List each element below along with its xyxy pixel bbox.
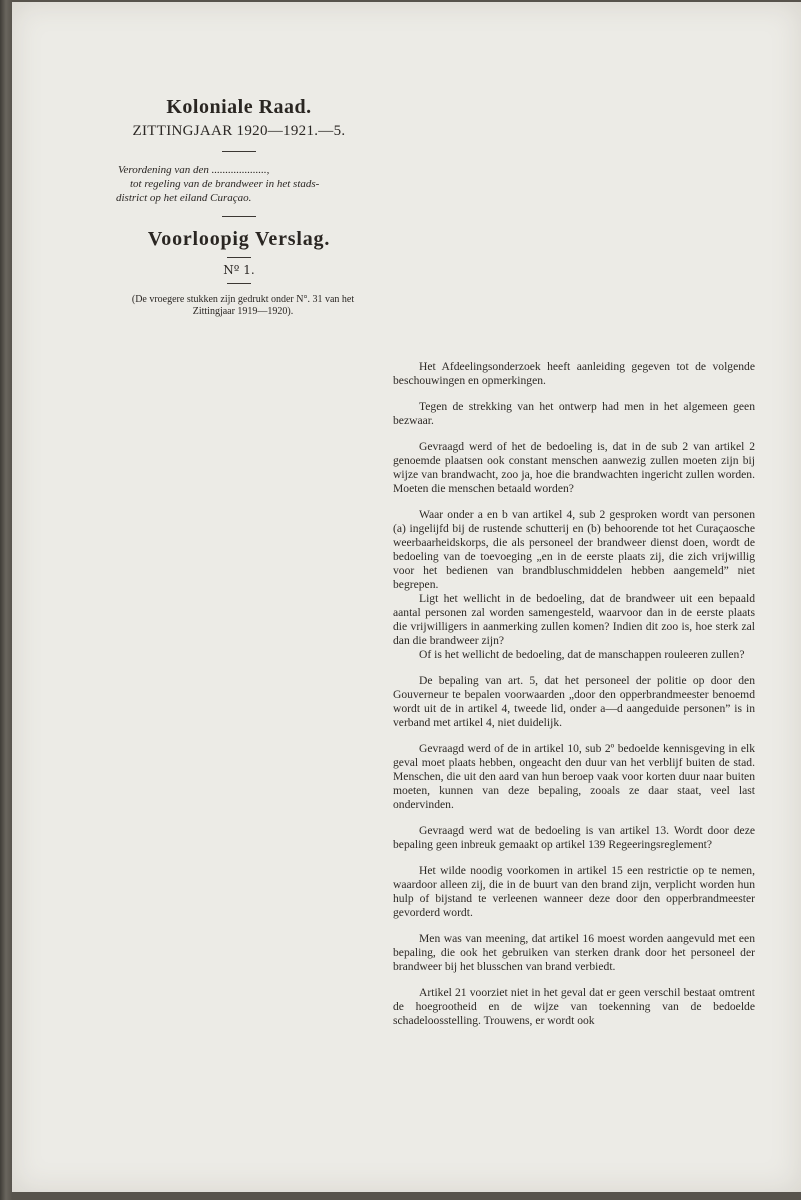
paragraph: Gevraagd werd wat de bedoeling is van artikel 13. Wordt door deze bepaling geen inbreuk gemaakt op artikel 139 Regeeringsreglement? [393, 824, 755, 851]
report-title: Voorloopig Verslag. [147, 228, 331, 250]
paragraph: Ligt het wellicht in de bedoeling, dat de brandweer uit een bepaald aantal personen zal worden samengesteld, waarvoor dan in de eerste plaats die vrijwilligers in aanmerking zullen komen? Indien dit zoo is, hoe sterk zal dan die brandweer zijn? [393, 592, 755, 647]
paragraph: Tegen de strekking van het ontwerp had men in het algemeen geen bezwaar. [393, 400, 755, 427]
ordinance-description [104, 163, 374, 205]
divider [222, 216, 256, 217]
paragraph: Het Afdeelingsonderzoek heeft aanleiding gegeven tot de volgende beschouwingen en opmerkingen. [393, 360, 755, 387]
paragraph: Of is het wellicht de bedoeling, dat de manschappen rouleeren zullen? [419, 648, 745, 661]
prior-documents-note: (De vroegere stukken zijn gedrukt onder N°. 31 van het Zittingjaar 1919—1920). [131, 294, 355, 317]
ordinance-line-3: district op het eiland Curaçao. [116, 192, 252, 204]
divider [227, 257, 251, 258]
session-year: ZITTINGJAAR 1920—1921.—5. [132, 123, 346, 139]
paragraph: Gevraagd werd of de in artikel 10, sub 2º bedoelde kennisgeving in elk geval moet plaats hebben, ongeacht den duur van het verblijf buiten de stad. Menschen, die uit den aard van hun beroep vaak voor korten duur naar buiten moeten, kunnen van deze bepaling, zooals ze daar staat, veel last ondervinden. [393, 742, 755, 811]
document-header [104, 96, 374, 318]
ordinance-line-1: Verordening van den ...................., [118, 164, 270, 176]
report-body [393, 360, 755, 1040]
paragraph: De bepaling van art. 5, dat het personeel der politie op door den Gouverneur te bepalen voorwaarden „door den opperbrandmeester benoemd wordt uit de in artikel 4, tweede lid, onder a—d aangeduide personen” is in verband met artikel 4, niet duidelijk. [393, 674, 755, 729]
paragraph: Gevraagd werd of het de bedoeling is, dat in de sub 2 van artikel 2 genoemde plaatsen ook constant menschen aanwezig zullen moeten zijn bij wijze van brandwacht, zoo ja, hoe die brandwachten ingericht zullen worden. Moeten die menschen betaald worden? [393, 440, 755, 495]
divider [227, 283, 251, 284]
paragraph: Het wilde noodig voorkomen in artikel 15 een restrictie op te nemen, waardoor alleen zij, die in de buurt van den brand zijn, verplicht worden hun hulp of bijstand te verleenen wanneer deze door den opperbrandmeester gevorderd wordt. [393, 864, 755, 919]
paragraph: Artikel 21 voorziet niet in het geval dat er geen verschil bestaat omtrent de hoegrootheid en de wijze van toekenning van de bedoelde schadeloosstelling. Trouwens, er wordt ook [393, 986, 755, 1027]
ordinance-line-2: tot regeling van de brandweer in het stads- [130, 178, 320, 190]
document-number: Nº 1. [223, 263, 255, 277]
paragraph: Men was van meening, dat artikel 16 moest worden aangevuld met een bepaling, die ook het gebruiken van sterken drank door het personeel der brandweer bij het blusschen van brand verbiedt. [393, 932, 755, 973]
paragraph: Waar onder a en b van artikel 4, sub 2 gesproken wordt van personen (a) ingelijfd bij de rustende schutterij en (b) behoorende tot het Curaçaosche weerbaarheidskorps, die als personeel der brandweer dienst doen, wordt de bedoeling van de toevoeging „en in de eerste plaats zij, die zich vrijwillig voor het bedienen van brandbluschmiddelen hebben aangemeld” niet begrepen. [393, 508, 755, 591]
council-title: Koloniale Raad. [166, 96, 312, 118]
divider [222, 151, 256, 152]
